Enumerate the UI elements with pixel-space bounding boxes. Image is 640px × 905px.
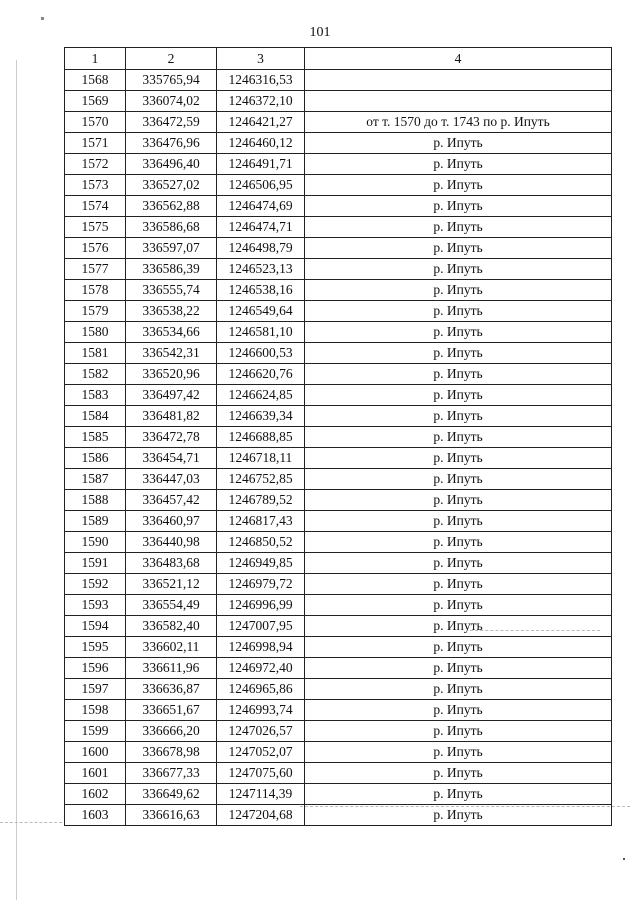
cell-point-number: 1595 [65, 637, 126, 658]
cell-point-number: 1570 [65, 112, 126, 133]
cell-description: р. Ипуть [305, 259, 612, 280]
cell-point-number: 1593 [65, 595, 126, 616]
cell-description: р. Ипуть [305, 406, 612, 427]
table-row [65, 322, 612, 343]
cell-y-coordinate: 1246850,52 [217, 532, 305, 553]
cell-x-coordinate: 336586,39 [126, 259, 217, 280]
table-row [65, 637, 612, 658]
cell-x-coordinate: 336460,97 [126, 511, 217, 532]
cell-point-number: 1592 [65, 574, 126, 595]
table-row [65, 301, 612, 322]
table-row [65, 112, 612, 133]
cell-description: р. Ипуть [305, 133, 612, 154]
table-row [65, 511, 612, 532]
cell-y-coordinate: 1246624,85 [217, 385, 305, 406]
table-row [65, 574, 612, 595]
cell-description: р. Ипуть [305, 490, 612, 511]
cell-y-coordinate: 1246639,34 [217, 406, 305, 427]
cell-x-coordinate: 336527,02 [126, 175, 217, 196]
cell-description: р. Ипуть [305, 553, 612, 574]
cell-x-coordinate: 336497,42 [126, 385, 217, 406]
table-row [65, 238, 612, 259]
cell-point-number: 1572 [65, 154, 126, 175]
cell-point-number: 1588 [65, 490, 126, 511]
cell-description: р. Ипуть [305, 385, 612, 406]
cell-description: р. Ипуть [305, 364, 612, 385]
cell-y-coordinate: 1246316,53 [217, 70, 305, 91]
cell-x-coordinate: 336472,78 [126, 427, 217, 448]
cell-point-number: 1581 [65, 343, 126, 364]
cell-y-coordinate: 1247114,39 [217, 784, 305, 805]
cell-description: р. Ипуть [305, 805, 612, 826]
cell-y-coordinate: 1246491,71 [217, 154, 305, 175]
table-row [65, 595, 612, 616]
cell-description: р. Ипуть [305, 196, 612, 217]
cell-x-coordinate: 336636,87 [126, 679, 217, 700]
table-header-row [65, 48, 612, 70]
cell-description: р. Ипуть [305, 427, 612, 448]
table-row [65, 364, 612, 385]
cell-description: р. Ипуть [305, 301, 612, 322]
cell-description: р. Ипуть [305, 700, 612, 721]
cell-point-number: 1584 [65, 406, 126, 427]
cell-x-coordinate: 336542,31 [126, 343, 217, 364]
table-row [65, 721, 612, 742]
cell-description [305, 91, 612, 112]
cell-y-coordinate: 1246600,53 [217, 343, 305, 364]
cell-y-coordinate: 1246549,64 [217, 301, 305, 322]
coordinates-table [64, 47, 612, 826]
cell-x-coordinate: 336611,96 [126, 658, 217, 679]
cell-y-coordinate: 1246996,99 [217, 595, 305, 616]
cell-point-number: 1569 [65, 91, 126, 112]
cell-y-coordinate: 1246789,52 [217, 490, 305, 511]
cell-x-coordinate: 336520,96 [126, 364, 217, 385]
cell-x-coordinate: 336074,02 [126, 91, 217, 112]
cell-y-coordinate: 1246581,10 [217, 322, 305, 343]
header-description: 4 [305, 48, 612, 70]
cell-x-coordinate: 336555,74 [126, 280, 217, 301]
cell-description: р. Ипуть [305, 763, 612, 784]
cell-x-coordinate: 336534,66 [126, 322, 217, 343]
table-row [65, 70, 612, 91]
cell-y-coordinate: 1246523,13 [217, 259, 305, 280]
table-row [65, 784, 612, 805]
cell-point-number: 1598 [65, 700, 126, 721]
cell-point-number: 1574 [65, 196, 126, 217]
cell-y-coordinate: 1246372,10 [217, 91, 305, 112]
cell-point-number: 1596 [65, 658, 126, 679]
cell-x-coordinate: 336457,42 [126, 490, 217, 511]
cell-description: р. Ипуть [305, 595, 612, 616]
cell-x-coordinate: 336454,71 [126, 448, 217, 469]
cell-y-coordinate: 1246460,12 [217, 133, 305, 154]
scan-speck [41, 17, 44, 20]
cell-point-number: 1577 [65, 259, 126, 280]
cell-x-coordinate: 336597,07 [126, 238, 217, 259]
cell-point-number: 1597 [65, 679, 126, 700]
cell-x-coordinate: 336440,98 [126, 532, 217, 553]
cell-point-number: 1602 [65, 784, 126, 805]
cell-x-coordinate: 336538,22 [126, 301, 217, 322]
cell-point-number: 1599 [65, 721, 126, 742]
cell-point-number: 1587 [65, 469, 126, 490]
cell-description: р. Ипуть [305, 658, 612, 679]
cell-y-coordinate: 1247026,57 [217, 721, 305, 742]
header-y-coordinate: 3 [217, 48, 305, 70]
scan-speck [623, 858, 625, 860]
cell-point-number: 1591 [65, 553, 126, 574]
cell-y-coordinate: 1246993,74 [217, 700, 305, 721]
cell-y-coordinate: 1246506,95 [217, 175, 305, 196]
cell-description: р. Ипуть [305, 721, 612, 742]
cell-y-coordinate: 1247075,60 [217, 763, 305, 784]
cell-point-number: 1589 [65, 511, 126, 532]
table-row [65, 658, 612, 679]
table-row [65, 679, 612, 700]
cell-x-coordinate: 336447,03 [126, 469, 217, 490]
cell-y-coordinate: 1247204,68 [217, 805, 305, 826]
header-x-coordinate: 2 [126, 48, 217, 70]
cell-description: р. Ипуть [305, 616, 612, 637]
cell-y-coordinate: 1247007,95 [217, 616, 305, 637]
table-row [65, 616, 612, 637]
cell-y-coordinate: 1246474,71 [217, 217, 305, 238]
cell-y-coordinate: 1246965,86 [217, 679, 305, 700]
table-row [65, 763, 612, 784]
cell-x-coordinate: 336521,12 [126, 574, 217, 595]
cell-x-coordinate: 336651,67 [126, 700, 217, 721]
cell-description: р. Ипуть [305, 448, 612, 469]
table-row [65, 742, 612, 763]
table-row [65, 469, 612, 490]
cell-x-coordinate: 336602,11 [126, 637, 217, 658]
cell-x-coordinate: 336562,88 [126, 196, 217, 217]
table-row [65, 280, 612, 301]
cell-x-coordinate: 336616,63 [126, 805, 217, 826]
cell-point-number: 1575 [65, 217, 126, 238]
cell-description [305, 70, 612, 91]
cell-description: р. Ипуть [305, 532, 612, 553]
cell-y-coordinate: 1246752,85 [217, 469, 305, 490]
cell-description: р. Ипуть [305, 280, 612, 301]
cell-x-coordinate: 336483,68 [126, 553, 217, 574]
cell-x-coordinate: 336678,98 [126, 742, 217, 763]
cell-x-coordinate: 336649,62 [126, 784, 217, 805]
cell-point-number: 1568 [65, 70, 126, 91]
cell-y-coordinate: 1246817,43 [217, 511, 305, 532]
cell-point-number: 1580 [65, 322, 126, 343]
table-row [65, 385, 612, 406]
cell-point-number: 1571 [65, 133, 126, 154]
cell-point-number: 1583 [65, 385, 126, 406]
cell-point-number: 1582 [65, 364, 126, 385]
table-row [65, 133, 612, 154]
cell-description: р. Ипуть [305, 742, 612, 763]
cell-point-number: 1579 [65, 301, 126, 322]
table-row [65, 91, 612, 112]
cell-x-coordinate: 336586,68 [126, 217, 217, 238]
cell-y-coordinate: 1246620,76 [217, 364, 305, 385]
cell-y-coordinate: 1246421,27 [217, 112, 305, 133]
cell-y-coordinate: 1246474,69 [217, 196, 305, 217]
cell-point-number: 1576 [65, 238, 126, 259]
cell-description: р. Ипуть [305, 511, 612, 532]
cell-description: р. Ипуть [305, 574, 612, 595]
cell-y-coordinate: 1246538,16 [217, 280, 305, 301]
table-row [65, 217, 612, 238]
table-row [65, 343, 612, 364]
table-row [65, 448, 612, 469]
cell-description: р. Ипуть [305, 469, 612, 490]
cell-y-coordinate: 1246972,40 [217, 658, 305, 679]
table-row [65, 175, 612, 196]
table-row [65, 553, 612, 574]
cell-description: р. Ипуть [305, 322, 612, 343]
cell-y-coordinate: 1246979,72 [217, 574, 305, 595]
cell-x-coordinate: 335765,94 [126, 70, 217, 91]
page-number: 101 [309, 25, 331, 40]
cell-point-number: 1573 [65, 175, 126, 196]
cell-point-number: 1586 [65, 448, 126, 469]
table-row [65, 154, 612, 175]
cell-description: р. Ипуть [305, 637, 612, 658]
cell-y-coordinate: 1246718,11 [217, 448, 305, 469]
cell-y-coordinate: 1246949,85 [217, 553, 305, 574]
cell-description: р. Ипуть [305, 679, 612, 700]
table-row [65, 490, 612, 511]
scan-margin-line [16, 60, 17, 900]
cell-x-coordinate: 336582,40 [126, 616, 217, 637]
cell-point-number: 1578 [65, 280, 126, 301]
cell-x-coordinate: 336677,33 [126, 763, 217, 784]
cell-point-number: 1600 [65, 742, 126, 763]
cell-point-number: 1590 [65, 532, 126, 553]
cell-x-coordinate: 336472,59 [126, 112, 217, 133]
cell-description: р. Ипуть [305, 217, 612, 238]
cell-y-coordinate: 1247052,07 [217, 742, 305, 763]
table-row [65, 532, 612, 553]
cell-x-coordinate: 336476,96 [126, 133, 217, 154]
cell-description: р. Ипуть [305, 154, 612, 175]
cell-x-coordinate: 336496,40 [126, 154, 217, 175]
header-point-number: 1 [65, 48, 126, 70]
table-row [65, 805, 612, 826]
cell-y-coordinate: 1246688,85 [217, 427, 305, 448]
cell-description: р. Ипуть [305, 238, 612, 259]
table-row [65, 259, 612, 280]
cell-x-coordinate: 336481,82 [126, 406, 217, 427]
cell-description: р. Ипуть [305, 175, 612, 196]
cell-description: от т. 1570 до т. 1743 по р. Ипуть [305, 112, 612, 133]
cell-description: р. Ипуть [305, 784, 612, 805]
cell-point-number: 1594 [65, 616, 126, 637]
table-row [65, 700, 612, 721]
table-row [65, 427, 612, 448]
cell-point-number: 1585 [65, 427, 126, 448]
cell-y-coordinate: 1246998,94 [217, 637, 305, 658]
cell-description: р. Ипуть [305, 343, 612, 364]
scan-artifact [0, 822, 62, 823]
table-row [65, 196, 612, 217]
cell-point-number: 1601 [65, 763, 126, 784]
cell-y-coordinate: 1246498,79 [217, 238, 305, 259]
cell-x-coordinate: 336554,49 [126, 595, 217, 616]
cell-point-number: 1603 [65, 805, 126, 826]
table-row [65, 406, 612, 427]
cell-x-coordinate: 336666,20 [126, 721, 217, 742]
